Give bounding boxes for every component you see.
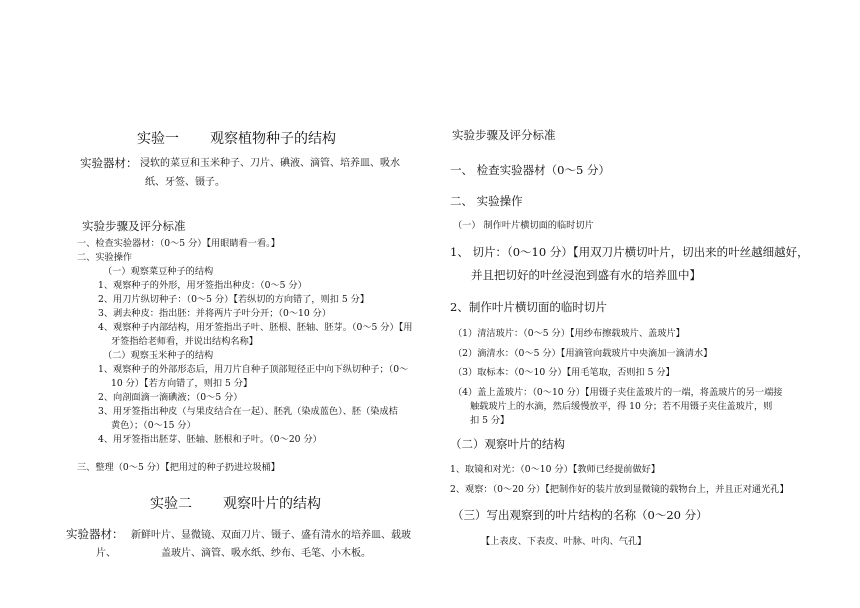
right-answer: 【上表皮、下表皮、叶脉、叶肉、气孔】 <box>481 536 647 547</box>
exp2-materials-label: 实验器材： <box>66 527 124 541</box>
exp1-title-number: 实验一 <box>137 131 179 147</box>
exp1-corn-step1: 1、观察种子的外部形态后，用刀片自种子顶部短径正中向下纵切种子；（0～ <box>98 364 409 375</box>
exp1-title: 观察植物种子的结构 <box>210 131 336 147</box>
exp1-step-operate: 二、实验操作 <box>77 252 133 263</box>
exp1-step-cleanup: 三、整理（0～5 分）【把用过的种子扔进垃圾桶】 <box>77 462 280 473</box>
right-section3-heading: （三）写出观察到的叶片结构的名称（0～20 分） <box>452 508 708 522</box>
exp1-corn-step3-cont: 黄色）；（0～15 分） <box>111 420 196 431</box>
right-observe-step1: 1、取镜和对光：（0～10 分）【教师已经提前做好】 <box>450 464 661 475</box>
exp2-title-number: 实验二 <box>150 496 192 512</box>
exp1-bean-step3: 3、剥去种皮：指出胚：并将两片子叶分开；（0～10 分） <box>98 308 332 319</box>
right-slide-step3: （3）取标本：（0～10 分）【用毛笔取，否则扣 5 分】 <box>453 367 675 378</box>
right-check-equipment: 一、 检查实验器材（0～5 分） <box>450 163 610 177</box>
right-slide-step4: （4）盖上盖玻片：（0～10 分）【用镊子夹住盖玻片的一端，将盖玻片的另一端接 <box>453 387 783 398</box>
right-cut-step-line1: 1、 切片：（0～10 分）【用双刀片横切叶片，切出来的叶丝越细越好， <box>450 245 809 259</box>
exp1-bean-step1: 1、观察种子的外形，用牙签指出种皮：（0～5 分） <box>98 280 307 291</box>
right-operation: 二、 实验操作 <box>450 194 523 208</box>
exp1-step-check: 一、检查实验器材：（0～5 分）【用眼睛看一看。】 <box>77 238 280 249</box>
right-steps-heading: 实验步骤及评分标准 <box>452 128 556 142</box>
right-observe-step2: 2、观察：（0～20 分）【把制作好的装片放到显微镜的载物台上，并且正对通光孔】 <box>450 484 789 495</box>
right-section2-heading: （二）观察叶片的结构 <box>450 437 565 451</box>
exp1-corn-step3: 3、用牙签指出种皮（与果皮结合在一起）、胚乳（染成蓝色）、胚（染成桔 <box>98 406 398 417</box>
exp1-corn-step1-cont: 10 分）【若方向错了，则扣 5 分】 <box>111 378 253 389</box>
exp1-bean-heading: （一）观察菜豆种子的结构 <box>103 266 214 277</box>
exp2-materials-line1: 新鲜叶片、显微镜、双面刀片、镊子、盛有清水的培养皿、载玻 <box>131 530 411 541</box>
exp2-title: 观察叶片的结构 <box>223 496 321 512</box>
right-section1-heading: （一） 制作叶片横切面的临时切片 <box>453 220 594 231</box>
right-slide-step4-cont2: 扣 5 分】 <box>470 415 510 426</box>
exp1-bean-step4-cont: 牙签指给老师看，并说出结构名称】 <box>111 336 258 347</box>
exp1-corn-step2: 2、向剖面滴一滴碘液；（0～5 分） <box>98 392 243 403</box>
exp2-materials-line2b: 盖玻片、滴管、吸水纸、纱布、毛笔、小木板。 <box>161 548 371 559</box>
exp2-materials-line2a: 片、 <box>96 548 116 559</box>
exp1-materials-label: 实验器材： <box>80 156 138 170</box>
right-slide-step1: （1）清洁玻片：（0～5 分）【用纱布擦载玻片、盖玻片】 <box>453 328 685 339</box>
right-slide-step2: （2）滴清水：（0～5 分）【用滴管向载玻片中央滴加一滴清水】 <box>453 348 713 359</box>
right-make-slide-heading: 2、制作叶片横切面的临时切片 <box>450 300 607 314</box>
right-slide-step4-cont1: 触载玻片上的水滴，然后缓慢放平，得 10 分；若不用镊子夹住盖玻片，则 <box>470 401 773 412</box>
exp1-materials-line1: 浸软的菜豆和玉米种子、刀片、碘液、滴管、培养皿、吸水 <box>140 158 400 169</box>
exp1-bean-step2: 2、用刀片纵切种子：（0～5 分）【若纵切的方向错了，则扣 5 分】 <box>98 294 370 305</box>
exp1-corn-heading: （二）观察玉米种子的结构 <box>103 350 214 361</box>
exp1-bean-step4: 4、观察种子内部结构，用牙签指出子叶、胚根、胚轴、胚芽。（0～5 分）【用 <box>98 322 413 333</box>
exp1-steps-heading: 实验步骤及评分标准 <box>82 219 186 233</box>
right-cut-step-line2: 并且把切好的叶丝浸泡到盛有水的培养皿中】 <box>471 268 701 282</box>
exp1-materials-line2: 纸、牙签、镊子。 <box>145 177 225 188</box>
exp1-corn-step4: 4、用牙签指出胚芽、胚轴、胚根和子叶。（0～20 分） <box>98 434 322 445</box>
